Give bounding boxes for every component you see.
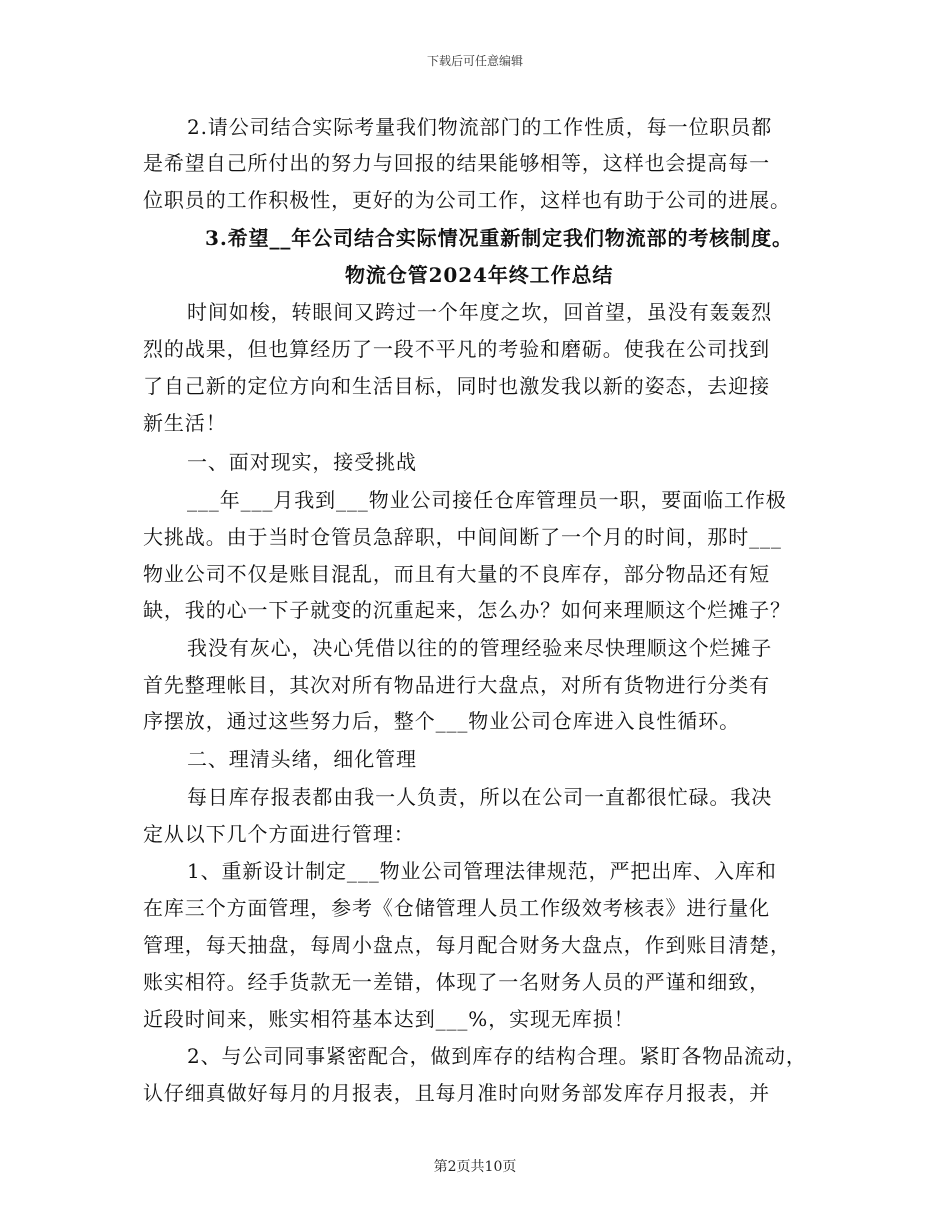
- paragraph-line: 物业公司不仅是账目混乱，而且有大量的不良库存，部分物品还有短: [143, 562, 770, 586]
- paragraph-line: 了自己新的定位方向和生活目标，同时也激发我以新的姿态，去迎接: [143, 374, 770, 398]
- paragraph-line: 大挑战。由于当时仓管员急辞职，中间间断了一个月的时间，那时___: [143, 525, 782, 549]
- paragraph-line: 1、重新设计制定___物业公司管理法律规范，严把出库、入库和: [187, 859, 777, 883]
- paragraph-line: 认仔细真做好每月的月报表，且每月准时向财务部发库存月报表，并: [143, 1081, 770, 1105]
- paragraph-line: 是希望自己所付出的努力与回报的结果能够相等，这样也会提高每一: [143, 151, 770, 175]
- paragraph-line: 每日库存报表都由我一人负责，所以在公司一直都很忙碌。我决: [187, 785, 773, 809]
- section-title: 物流仓管2024年终工作总结: [345, 263, 614, 287]
- subheading: 二、理清头绪，细化管理: [187, 747, 417, 771]
- bold-paragraph-line: 3.希望__年公司结合实际情况重新制定我们物流部的考核制度。: [205, 226, 793, 250]
- paragraph-line: 烈的战果，但也算经历了一段不平凡的考验和磨砺。使我在公司找到: [143, 337, 770, 361]
- paragraph-line: 首先整理帐目，其次对所有物品进行大盘点，对所有货物进行分类有: [143, 673, 770, 697]
- paragraph-line: 管理，每天抽盘，每周小盘点，每月配合财务大盘点，作到账目清楚，: [143, 933, 791, 957]
- paragraph-line: 近段时间来，账实相符基本达到___%，实现无库损！: [143, 1007, 635, 1031]
- paragraph-line: 定从以下几个方面进行管理：: [143, 822, 415, 846]
- page-footer: 第2页共10页: [433, 1159, 517, 1175]
- page-header: 下载后可任意编辑: [426, 54, 523, 68]
- paragraph-line: 在库三个方面管理，参考《仓储管理人员工作级效考核表》进行量化: [143, 896, 770, 920]
- paragraph-line: 位职员的工作积极性，更好的为公司工作，这样也有助于公司的进展。: [143, 188, 791, 212]
- paragraph-line: 时间如梭，转眼间又跨过一个年度之坎，回首望，虽没有轰轰烈: [187, 300, 773, 324]
- paragraph-line: 新生活！: [143, 411, 227, 435]
- paragraph-line: 缺，我的心一下子就变的沉重起来，怎么办？如何来理顺这个烂摊子？: [143, 598, 791, 622]
- paragraph-line: 账实相符。经手货款无一差错，体现了一名财务人员的严谨和细致，: [143, 970, 770, 994]
- paragraph-line: 我没有灰心，决心凭借以往的的管理经验来尽快理顺这个烂摊子: [187, 636, 773, 660]
- subheading: 一、面对现实，接受挑战: [187, 450, 417, 474]
- paragraph-line: ___年___月我到___物业公司接任仓库管理员一职，要面临工作极: [187, 488, 787, 512]
- paragraph-line: 2.请公司结合实际考量我们物流部门的工作性质，每一位职员都: [187, 115, 773, 139]
- paragraph-line: 2、与公司同事紧密配合，做到库存的结构合理。紧盯各物品流动，: [187, 1044, 807, 1068]
- paragraph-line: 序摆放，通过这些努力后，整个___物业公司仓库进入良性循环。: [143, 709, 740, 733]
